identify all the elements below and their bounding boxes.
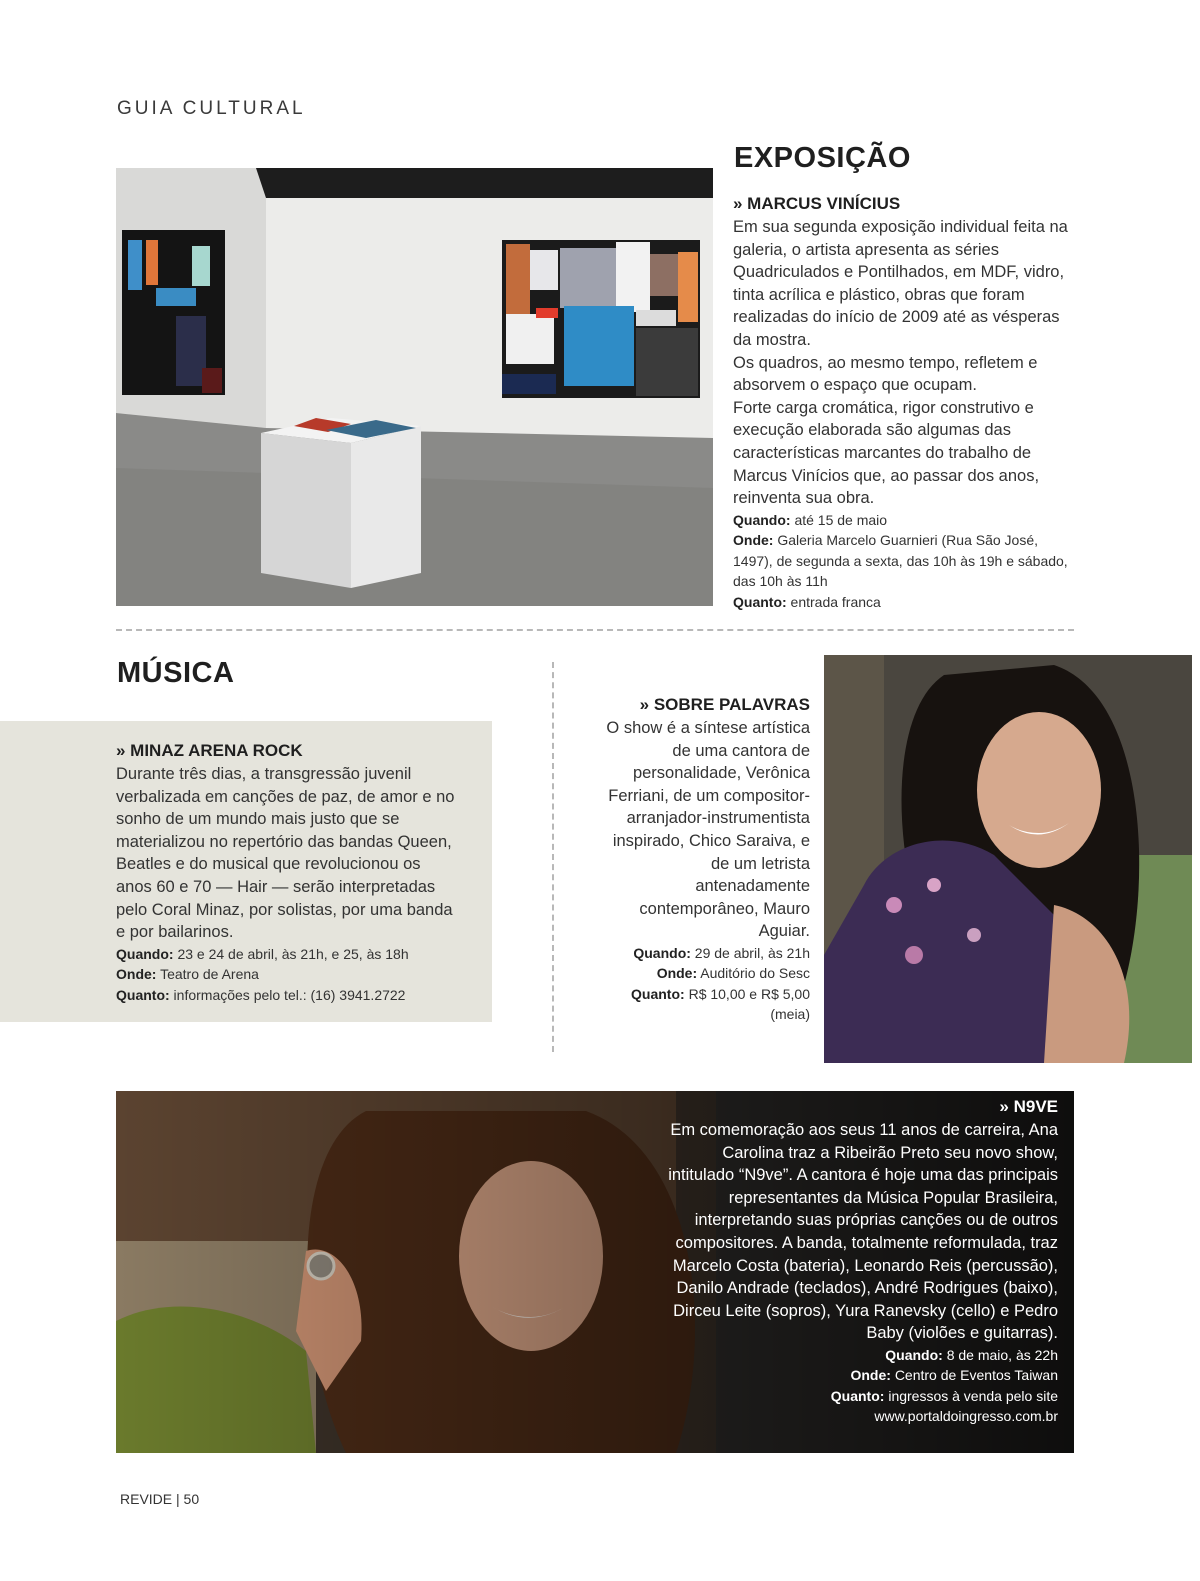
minaz-article xyxy=(116,741,456,1005)
minaz-info xyxy=(116,944,456,1006)
quando-value: 23 e 24 de abril, às 21h, e 25, às 18h xyxy=(177,945,409,962)
exposicao-body xyxy=(733,216,1073,510)
nove-info xyxy=(658,1345,1058,1427)
singer-photo xyxy=(824,655,1192,1063)
column-divider xyxy=(552,662,554,1052)
exposicao-title: » MARCUS VINÍCIUS xyxy=(733,194,901,213)
magazine-name: REVIDE xyxy=(120,1491,173,1507)
sobre-title: » SOBRE PALAVRAS xyxy=(639,695,810,714)
sobre-article xyxy=(605,695,810,1025)
quanto-value: entrada franca xyxy=(790,593,881,610)
quanto-label: Quanto: xyxy=(733,593,787,610)
nove-title: » N9VE xyxy=(999,1097,1058,1116)
sobre-info xyxy=(605,943,810,1025)
onde-label: Onde: xyxy=(733,532,774,549)
exposicao-article xyxy=(733,194,1073,612)
section-label: GUIA CULTURAL xyxy=(117,98,306,119)
exposicao-paragraph: Os quadros, ao mesmo tempo, refletem e absorvem o espaço que ocupam. xyxy=(733,353,1038,395)
quanto-label: Quanto: xyxy=(631,985,685,1002)
exposicao-info xyxy=(733,510,1073,613)
gallery-photo xyxy=(116,168,713,606)
quando-label: Quando: xyxy=(733,511,791,528)
nove-banner xyxy=(116,1091,1074,1453)
footer-separator: | xyxy=(176,1491,180,1507)
quanto-value: ingressos à venda pelo site www.portaldoingresso.com.br xyxy=(874,1387,1058,1425)
quanto-value: informações pelo tel.: (16) 3941.2722 xyxy=(173,986,406,1003)
onde-value: Auditório do Sesc xyxy=(700,965,810,982)
quando-label: Quando: xyxy=(116,945,174,962)
page-footer xyxy=(120,1491,199,1507)
quando-value: 29 de abril, às 21h xyxy=(694,944,810,961)
onde-label: Onde: xyxy=(850,1367,891,1384)
exposicao-paragraph: Forte carga cromática, rigor construtivo e execução elaborada são algumas das características marcantes do trabalho de Marcus Vinícios que, ao passar dos anos, reinventa sua obra. xyxy=(733,398,1040,508)
nove-article xyxy=(658,1097,1058,1427)
minaz-body: Durante três dias, a transgressão juvenil verbalizada em canções de paz, de amor e no sonho de um mundo mais justo que se materializou no repertório das bandas Queen, Beatles e do musical que revolucionou os anos 60 e 70 — Hair — serão interpretadas pelo Coral Minaz, por solistas, por uma banda e por bailarinos. xyxy=(116,765,455,942)
quando-label: Quando: xyxy=(633,944,691,961)
quando-label: Quando: xyxy=(885,1346,943,1363)
minaz-title: » MINAZ ARENA ROCK xyxy=(116,741,303,760)
quanto-value: R$ 10,00 e R$ 5,00 (meia) xyxy=(688,985,810,1023)
onde-label: Onde: xyxy=(116,966,157,983)
onde-value: Galeria Marcelo Guarnieri (Rua São José, 1497), de segunda a sexta, das 10h às 19h e sábado, das 10h às 11h xyxy=(733,532,1068,590)
quanto-label: Quanto: xyxy=(116,986,170,1003)
page-number: 50 xyxy=(183,1491,200,1507)
exposicao-paragraph: Em sua segunda exposição individual feita na galeria, o artista apresenta as séries Quadriculados e Pontilhados, em MDF, vidro, tinta acrílica e plástico, obras que foram realizadas do início de 2009 até as vésperas da mostra. xyxy=(733,218,1068,349)
musica-heading: MÚSICA xyxy=(117,657,235,689)
quanto-label: Quanto: xyxy=(830,1387,885,1404)
exposicao-heading: EXPOSIÇÃO xyxy=(734,142,911,174)
section-divider xyxy=(116,629,1074,631)
quando-value: até 15 de maio xyxy=(794,511,888,528)
onde-label: Onde: xyxy=(656,965,698,982)
onde-value: Teatro de Arena xyxy=(160,966,259,983)
onde-value: Centro de Eventos Taiwan xyxy=(894,1367,1058,1384)
nove-body: Em comemoração aos seus 11 anos de carreira, Ana Carolina traz a Ribeirão Preto seu novo show, intitulado “N9ve”. A cantora é hoje uma das principais representantes da Música Popular Brasileira, interpretando suas próprias canções ou de outros compositores. A banda, totalmente reformulada, traz Marcelo Costa (bateria), Leonardo Reis (percussão), Danilo Andrade (teclados), André Rodrigues (baixo), Dirceu Leite (sopros), Yura Ranevsky (cello) e Pedro Baby (violões e guitarras). xyxy=(668,1121,1058,1343)
quando-value: 8 de maio, às 22h xyxy=(946,1346,1058,1363)
sobre-body: O show é a síntese artística de uma cantora de personalidade, Verônica Ferriani, de um compositor-arranjador-instrumentista inspirado, Chico Saraiva, e de um letrista antenadamente contemporâneo, Mauro Aguiar. xyxy=(606,719,810,941)
